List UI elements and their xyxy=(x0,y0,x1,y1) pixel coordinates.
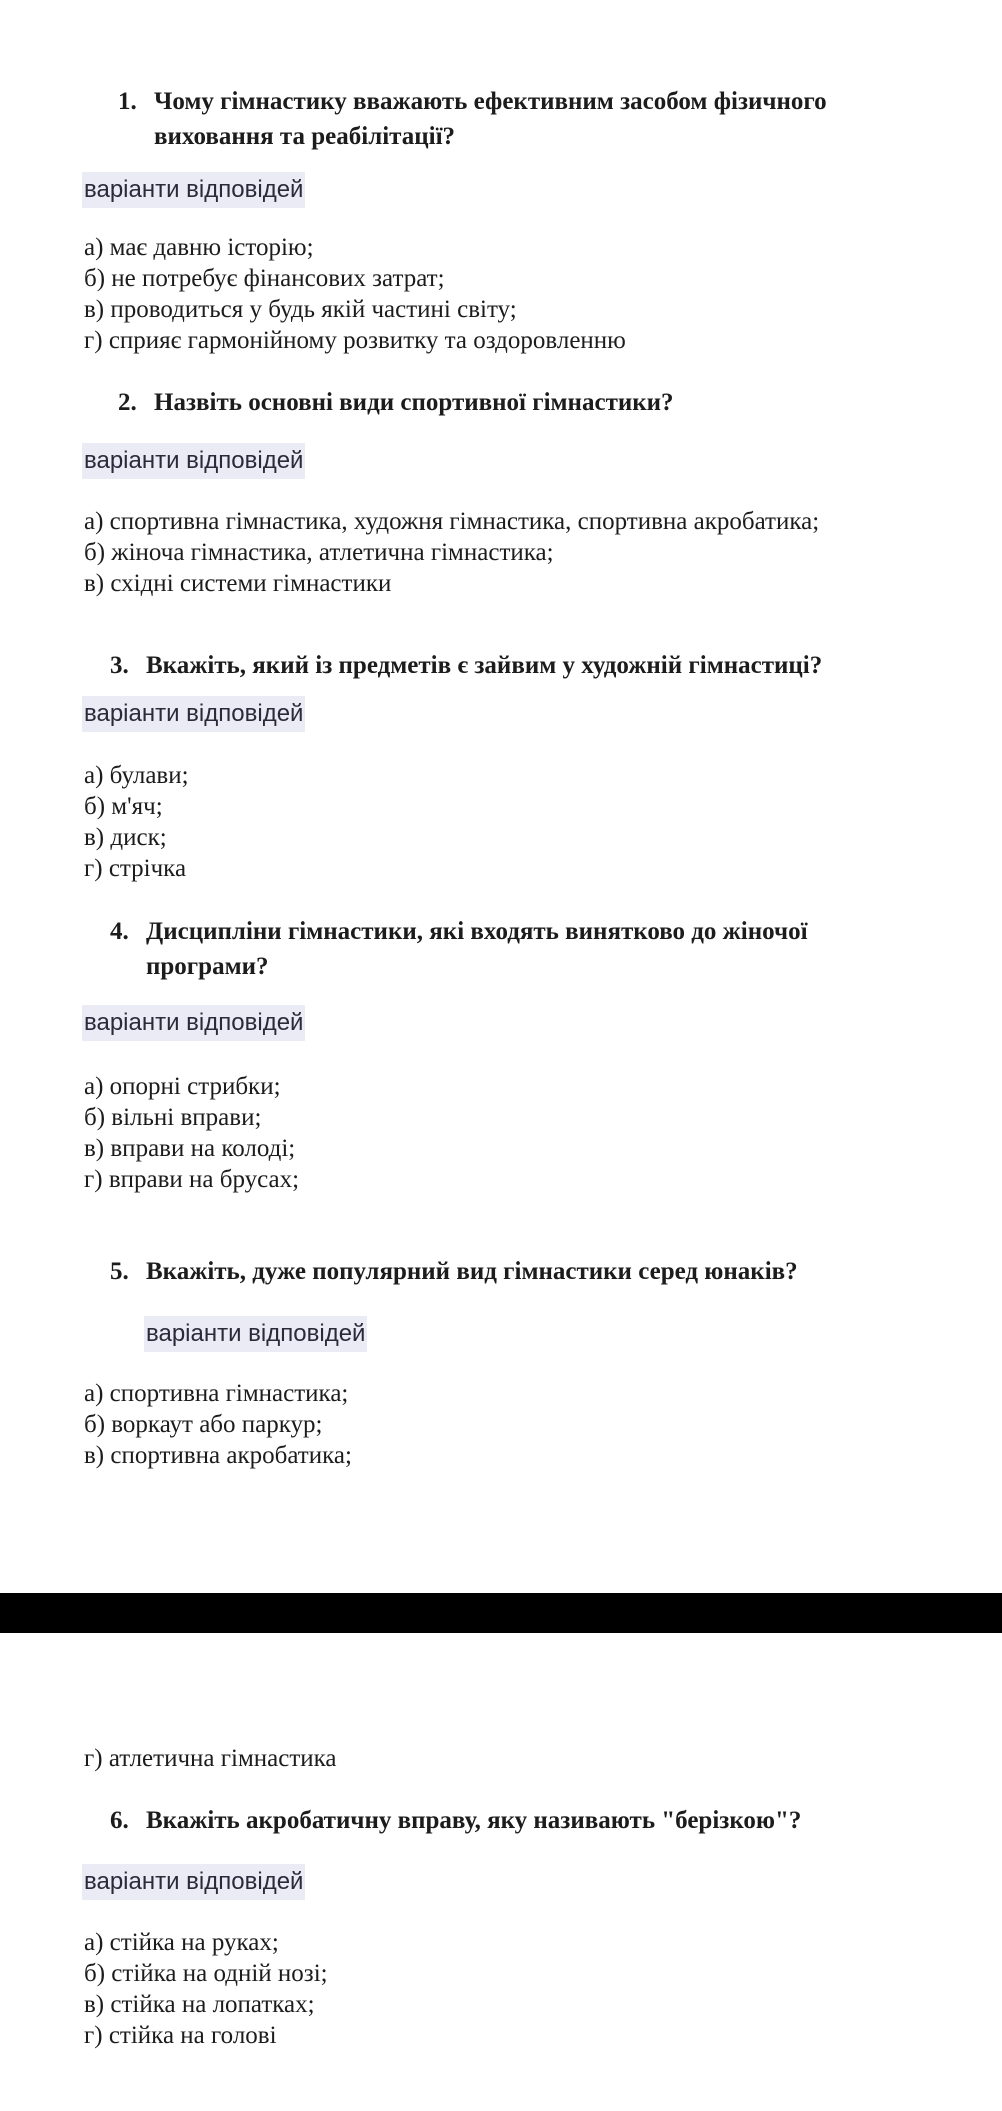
answer-option: а) має давню історію; xyxy=(84,234,314,261)
answer-option: а) булави; xyxy=(84,762,189,789)
answer-option: а) спортивна гімнастика, художня гімнастика, спортивна акробатика; xyxy=(84,508,820,535)
answer-option: в) спортивна акробатика; xyxy=(84,1442,352,1469)
answer-option: в) проводиться у будь якій частині світу; xyxy=(84,296,517,323)
variants-label: варіанти відповідей xyxy=(82,172,305,208)
answer-option: в) стійка на лопатках; xyxy=(84,1991,315,2018)
black-separator-band xyxy=(0,1593,1002,1633)
answer-option: в) вправи на колоді; xyxy=(84,1135,296,1162)
answer-list xyxy=(84,1927,328,2051)
answer-option: б) м'яч; xyxy=(84,793,163,820)
answer-option: в) східні системи гімнастики xyxy=(84,570,392,597)
question-number: 1. xyxy=(118,88,137,115)
question-number: 4. xyxy=(110,918,129,945)
answer-option: а) опорні стрибки; xyxy=(84,1073,281,1100)
answer-option: б) воркаут або паркур; xyxy=(84,1411,323,1438)
answer-option: а) спортивна гімнастика; xyxy=(84,1380,349,1407)
variants-label: варіанти відповідей xyxy=(144,1316,367,1352)
question-number: 2. xyxy=(118,389,137,416)
question-number: 3. xyxy=(110,652,129,679)
variants-label: варіанти відповідей xyxy=(82,696,305,732)
question-text-line: Вкажіть, який із предметів є зайвим у художній гімнастиці? xyxy=(146,652,823,679)
answer-option: г) сприяє гармонійному розвитку та оздоровленню xyxy=(84,327,626,354)
answer-list xyxy=(84,1378,352,1471)
question-4 xyxy=(110,914,808,984)
answer-option: г) стрічка xyxy=(84,855,187,882)
answer-option: б) жіноча гімнастика, атлетична гімнастика; xyxy=(84,539,554,566)
question-3 xyxy=(110,648,822,683)
question-text-line: виховання та реабілітації? xyxy=(154,123,456,150)
answer-list xyxy=(84,760,189,884)
answer-option: в) диск; xyxy=(84,824,167,851)
question-number: 5. xyxy=(110,1258,129,1285)
question-5 xyxy=(110,1254,798,1289)
question-1 xyxy=(118,84,827,154)
answer-option: г) стійка на голові xyxy=(84,2022,277,2049)
answer-list xyxy=(84,1071,299,1195)
question-text-line: Вкажіть акробатичну вправу, яку називають "берізкою"? xyxy=(146,1807,802,1834)
question-number: 6. xyxy=(110,1807,129,1834)
answer-option: г) вправи на брусах; xyxy=(84,1166,300,1193)
variants-label: варіанти відповідей xyxy=(82,1005,305,1041)
answer-option: б) не потребує фінансових затрат; xyxy=(84,265,445,292)
question-text-line: Дисципліни гімнастики, які входять винятково до жіночої xyxy=(146,918,808,945)
answer-option: г) атлетична гімнастика xyxy=(84,1745,337,1772)
answer-option: б) вільні вправи; xyxy=(84,1104,262,1131)
question-2 xyxy=(118,385,674,420)
question-text-line: Чому гімнастику вважають ефективним засобом фізичного xyxy=(154,88,827,115)
question-text-line: Назвіть основні види спортивної гімнастики? xyxy=(154,389,674,416)
question-text-line: Вкажіть, дуже популярний вид гімнастики серед юнаків? xyxy=(146,1258,798,1285)
answer-list-continued xyxy=(84,1743,337,1774)
variants-label: варіанти відповідей xyxy=(82,443,305,479)
answer-option: а) стійка на руках; xyxy=(84,1929,279,1956)
answer-option: б) стійка на одній нозі; xyxy=(84,1960,328,1987)
variants-label: варіанти відповідей xyxy=(82,1864,305,1900)
answer-list xyxy=(84,506,819,599)
question-6 xyxy=(110,1803,801,1838)
question-text-line: програми? xyxy=(146,953,269,980)
answer-list xyxy=(84,232,626,356)
